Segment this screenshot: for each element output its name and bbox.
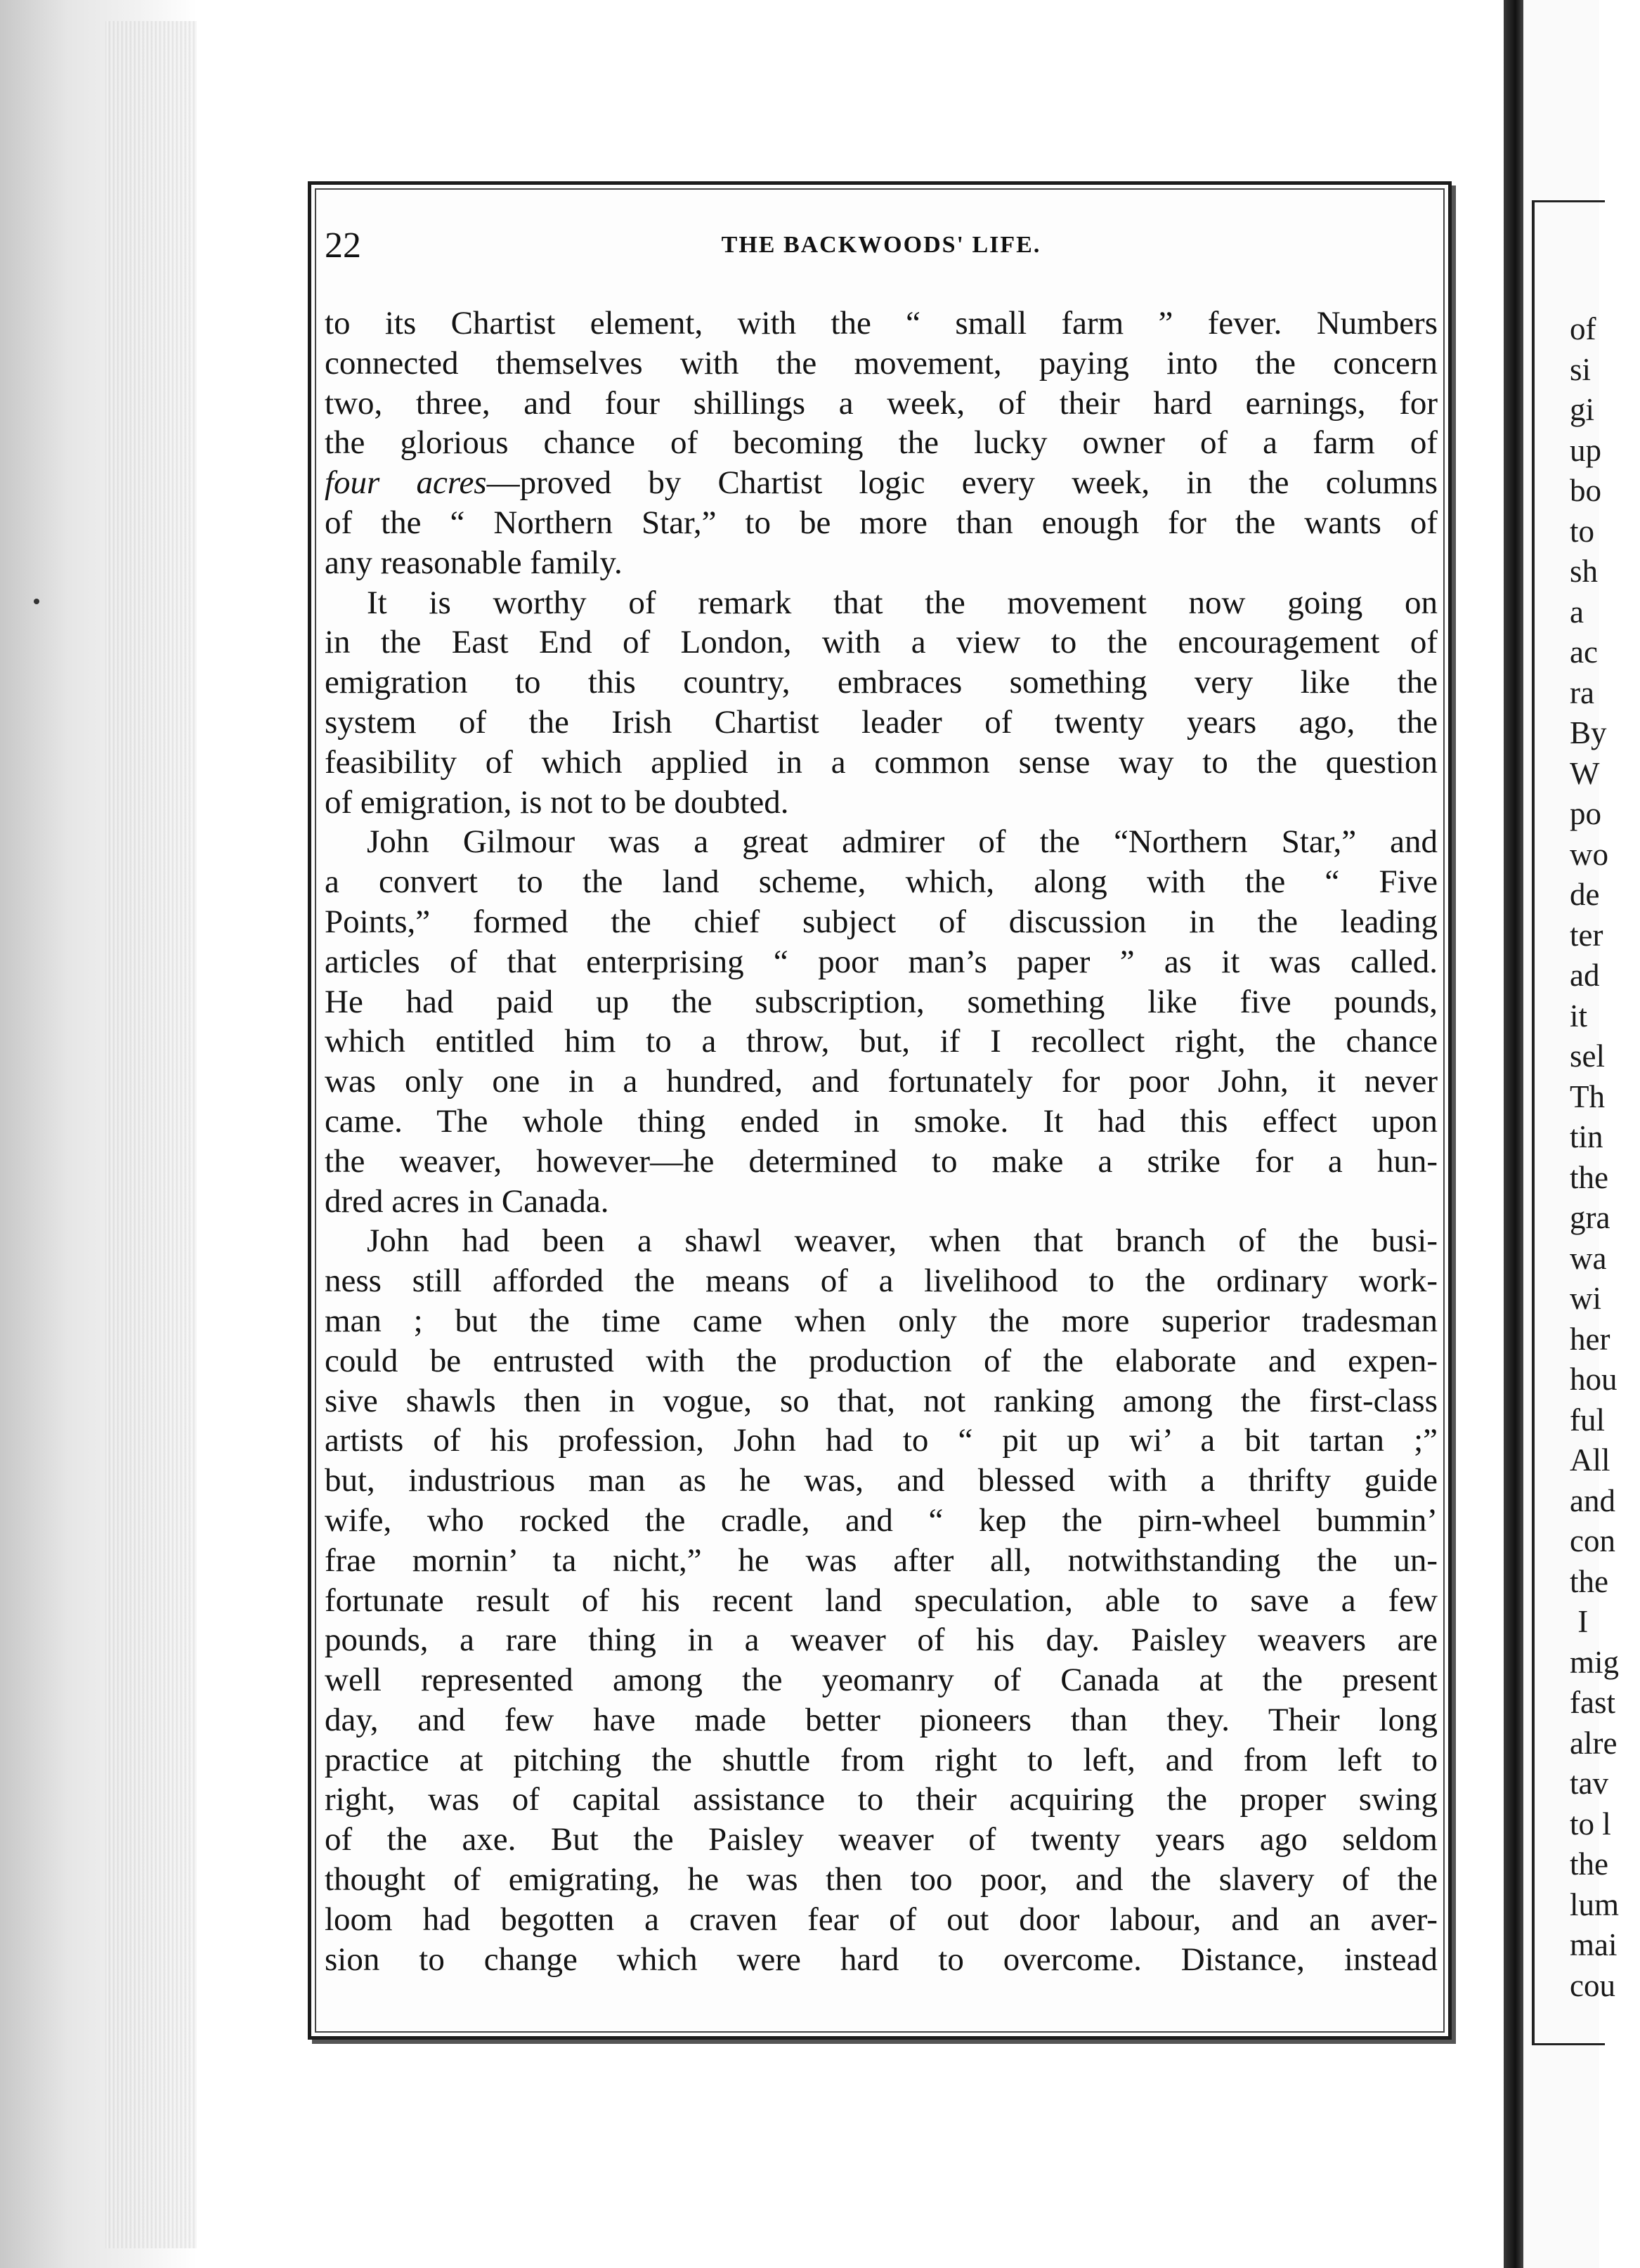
text-line: four acres—proved by Chartist logic every week, in the columns [325, 464, 1438, 502]
text-line: of emigration, is not to be doubted. [325, 783, 789, 821]
text-line: but, industrious man as he was, and blessed with a thrifty guide [325, 1462, 1438, 1499]
page-number: 22 [325, 226, 361, 266]
text-line: It is worthy of remark that the movement now going on [367, 584, 1438, 621]
text-line: practice at pitching the shuttle from right to left, and from left to [325, 1741, 1438, 1778]
text-line: John Gilmour was a great admirer of the “Northern Star,” and [367, 823, 1438, 861]
text-line: ness still afforded the means of a livelihood to the ordinary work- [325, 1263, 1438, 1300]
text-line: wife, who rocked the cradle, and “ kep the pirn-wheel bummin’ [325, 1501, 1438, 1539]
text-line: feasibility of which applied in a common sense way to the question [325, 743, 1438, 781]
text-line: right, was of capital assistance to their acquiring the proper swing [325, 1781, 1438, 1818]
italic-phrase: four acres [325, 464, 487, 502]
text-line: loom had begotten a craven fear of out door labour, and an aver- [325, 1901, 1438, 1938]
text-line: fortunate result of his recent land speculation, able to save a few [325, 1582, 1438, 1619]
text-line: the weaver, however—he determined to make a strike for a hun- [325, 1142, 1438, 1180]
text-line: sive shawls then in vogue, so that, not ranking among the first-class [325, 1382, 1438, 1419]
text-line: of the “ Northern Star,” to be more than enough for the wants of [325, 504, 1438, 541]
text-line: He had paid up the subscription, something like five pounds, [325, 983, 1438, 1020]
text-line: emigration to this country, embraces something very like the [325, 664, 1438, 701]
text-line: two, three, and four shillings a week, of their hard earnings, for [325, 384, 1438, 422]
page-header [325, 225, 1438, 274]
text-line: pounds, a rare thing in a weaver of his day. Paisley weavers are [325, 1622, 1438, 1659]
page-stack-edge [105, 21, 197, 2248]
text-line: the glorious chance of becoming the lucky owner of a farm of [325, 424, 1438, 462]
text-line: dred acres in Canada. [325, 1182, 609, 1220]
text-line: sion to change which were hard to overcome. Distance, instead [325, 1941, 1438, 1978]
text-line: in the East End of London, with a view to the encouragement of [325, 624, 1438, 661]
book-gutter [1504, 0, 1523, 2268]
text-line: could be entrusted with the production of the elaborate and expen- [325, 1342, 1438, 1379]
text-line: was only one in a hundred, and fortunately for poor John, it never [325, 1063, 1438, 1100]
text-line: Points,” formed the chief subject of discussion in the leading [325, 903, 1438, 940]
text-line: frae mornin’ ta nicht,” he was after all, notwithstanding the un- [325, 1542, 1438, 1579]
text-line: system of the Irish Chartist leader of twenty years ago, the [325, 703, 1438, 741]
text-line: a convert to the land scheme, which, along with the “ Five [325, 863, 1438, 901]
text-line: articles of that enterprising “ poor man’s paper ” as it was called. [325, 943, 1438, 980]
text-line: artists of his profession, John had to “ pit up wi’ a bit tartan ;” [325, 1422, 1438, 1459]
text-line: well represented among the yeomanry of Canada at the present [325, 1662, 1438, 1699]
running-head: THE BACKWOODS' LIFE. [721, 232, 1041, 258]
text-line: day, and few have made better pioneers than they. Their long [325, 1701, 1438, 1738]
text-line: of the axe. But the Paisley weaver of twenty years ago seldom [325, 1821, 1438, 1858]
text-line: connected themselves with the movement, paying into the concern [325, 344, 1438, 382]
text-line: thought of emigrating, he was then too poor, and the slavery of the [325, 1861, 1438, 1898]
facing-page-text-fragments: of si gi up bo to sh a ac ra By W po wo de ter ad it sel Th tin the gra wa wi her hou ful All and con the I mig fast alre tav to l the lum mai cou [1570, 311, 1620, 2003]
text-line: John had been a shawl weaver, when that branch of the busi- [367, 1223, 1438, 1260]
text-line: man ; but the time came when only the more superior tradesman [325, 1302, 1438, 1339]
text-line: to its Chartist element, with the “ small farm ” fever. Numbers [325, 305, 1438, 341]
stray-ink-mark [34, 599, 39, 604]
text-line: which entitled him to a throw, but, if I recollect right, the chance [325, 1023, 1438, 1060]
body-text [325, 304, 1438, 1979]
text-line: any reasonable family. [325, 544, 623, 581]
text-line: came. The whole thing ended in smoke. It had this effect upon [325, 1102, 1438, 1140]
